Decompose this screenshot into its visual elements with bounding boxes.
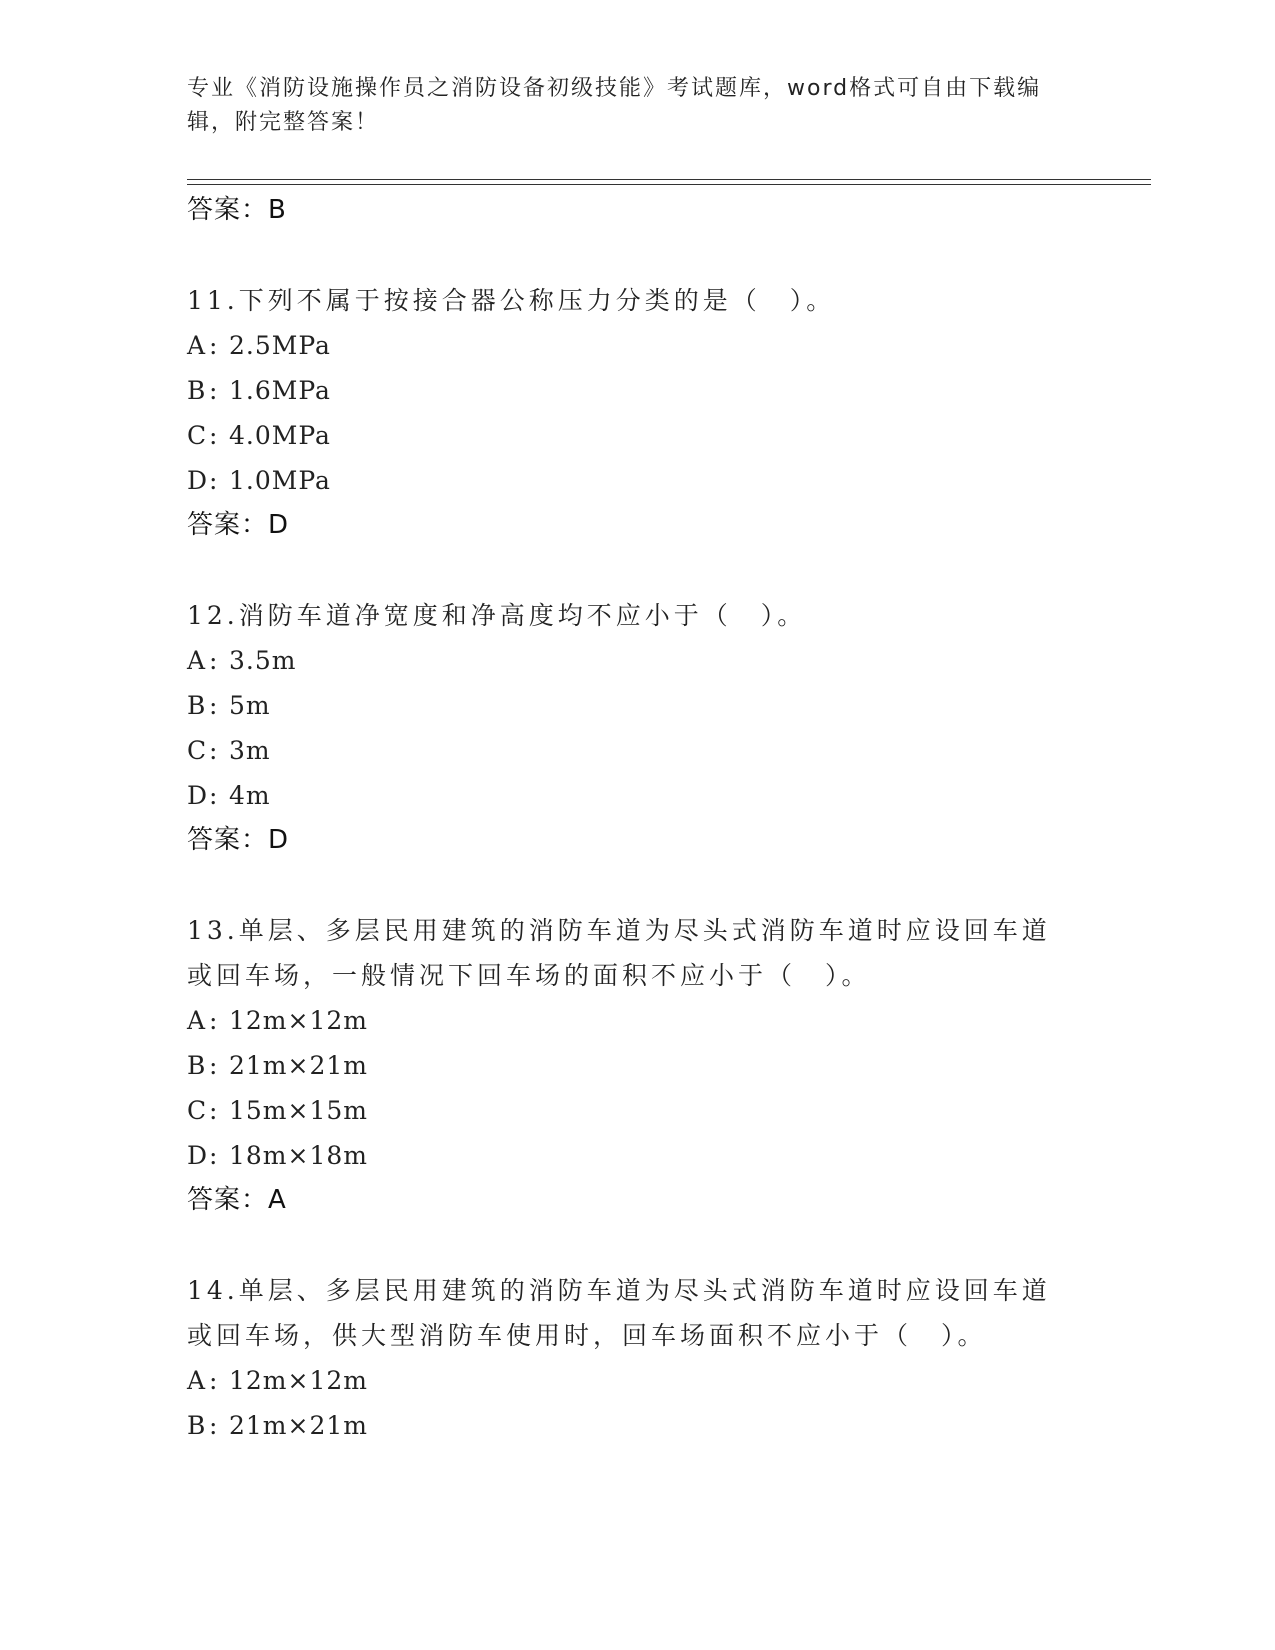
question-stem: 14.单层、多层民用建筑的消防车道为尽头式消防车道时应设回车道或回车场，供大型消防车使用时，回车场面积不应小于（ ）。: [187, 1276, 1051, 1350]
option-letter: A: [187, 1366, 207, 1395]
question-item: [187, 278, 1151, 548]
option-line: [187, 1043, 1151, 1088]
option-letter: C: [187, 1096, 208, 1125]
question-stem: 11.下列不属于按接合器公称压力分类的是（ ）。: [187, 286, 836, 315]
option-separator: :: [209, 1051, 219, 1080]
option-line: [187, 1358, 1151, 1403]
option-line: [187, 998, 1151, 1043]
option-line: [187, 368, 1151, 413]
option-letter: D: [187, 466, 209, 495]
option-letter: D: [187, 1141, 209, 1170]
option-text: 1.0MPa: [229, 466, 331, 495]
option-text: 15m×15m: [229, 1096, 368, 1125]
option-text: 4m: [229, 781, 271, 810]
option-separator: :: [209, 421, 219, 450]
option-separator: :: [209, 1411, 219, 1440]
question-item: [187, 593, 1151, 863]
option-line: [187, 683, 1151, 728]
option-separator: :: [209, 646, 219, 675]
option-letter: D: [187, 781, 209, 810]
option-line: [187, 1403, 1151, 1448]
option-line: [187, 323, 1151, 368]
question-stem: 12.消防车道净宽度和净高度均不应小于（ ）。: [187, 601, 807, 630]
option-text: 2.5MPa: [229, 331, 331, 360]
option-text: 5m: [229, 691, 271, 720]
option-text: 21m×21m: [229, 1051, 368, 1080]
option-line: [187, 638, 1151, 683]
header-divider-bottom: [187, 184, 1151, 185]
option-text: 4.0MPa: [229, 421, 331, 450]
option-letter: B: [187, 1051, 207, 1080]
answer-line: 答案：A: [187, 1185, 287, 1215]
option-text: 12m×12m: [229, 1006, 368, 1035]
option-text: 12m×12m: [229, 1366, 368, 1395]
header-divider-top: [187, 179, 1151, 180]
option-separator: :: [209, 1366, 219, 1395]
option-text: 1.6MPa: [229, 376, 331, 405]
option-text: 21m×21m: [229, 1411, 368, 1440]
option-letter: B: [187, 376, 207, 405]
answer-line: 答案：B: [187, 195, 287, 225]
option-letter: B: [187, 691, 207, 720]
option-separator: :: [209, 466, 219, 495]
option-letter: A: [187, 646, 207, 675]
option-letter: C: [187, 736, 208, 765]
option-text: 18m×18m: [229, 1141, 368, 1170]
option-text: 3.5m: [229, 646, 297, 675]
option-text: 3m: [229, 736, 271, 765]
option-letter: A: [187, 1006, 207, 1035]
option-line: [187, 413, 1151, 458]
option-letter: A: [187, 331, 207, 360]
option-separator: :: [209, 1141, 219, 1170]
option-letter: C: [187, 421, 208, 450]
question-list: [187, 188, 1151, 1448]
answer-line: 答案：D: [187, 825, 290, 855]
option-separator: :: [209, 781, 219, 810]
option-separator: :: [209, 1096, 219, 1125]
option-separator: :: [209, 1006, 219, 1035]
option-line: [187, 728, 1151, 773]
option-separator: :: [209, 376, 219, 405]
question-stem: 13.单层、多层民用建筑的消防车道为尽头式消防车道时应设回车道或回车场，一般情况下回车场的面积不应小于（ ）。: [187, 916, 1051, 990]
question-item: [187, 1268, 1151, 1448]
option-separator: :: [209, 736, 219, 765]
option-separator: :: [209, 331, 219, 360]
document-header: 专业《消防设施操作员之消防设备初级技能》考试题库，word格式可自由下载编辑，附完整答案！: [187, 76, 1042, 135]
option-letter: B: [187, 1411, 207, 1440]
option-line: [187, 458, 1151, 503]
option-line: [187, 773, 1151, 818]
option-line: [187, 1088, 1151, 1133]
option-line: [187, 1133, 1151, 1178]
option-separator: :: [209, 691, 219, 720]
answer-line: 答案：D: [187, 510, 290, 540]
question-item: [187, 908, 1151, 1223]
